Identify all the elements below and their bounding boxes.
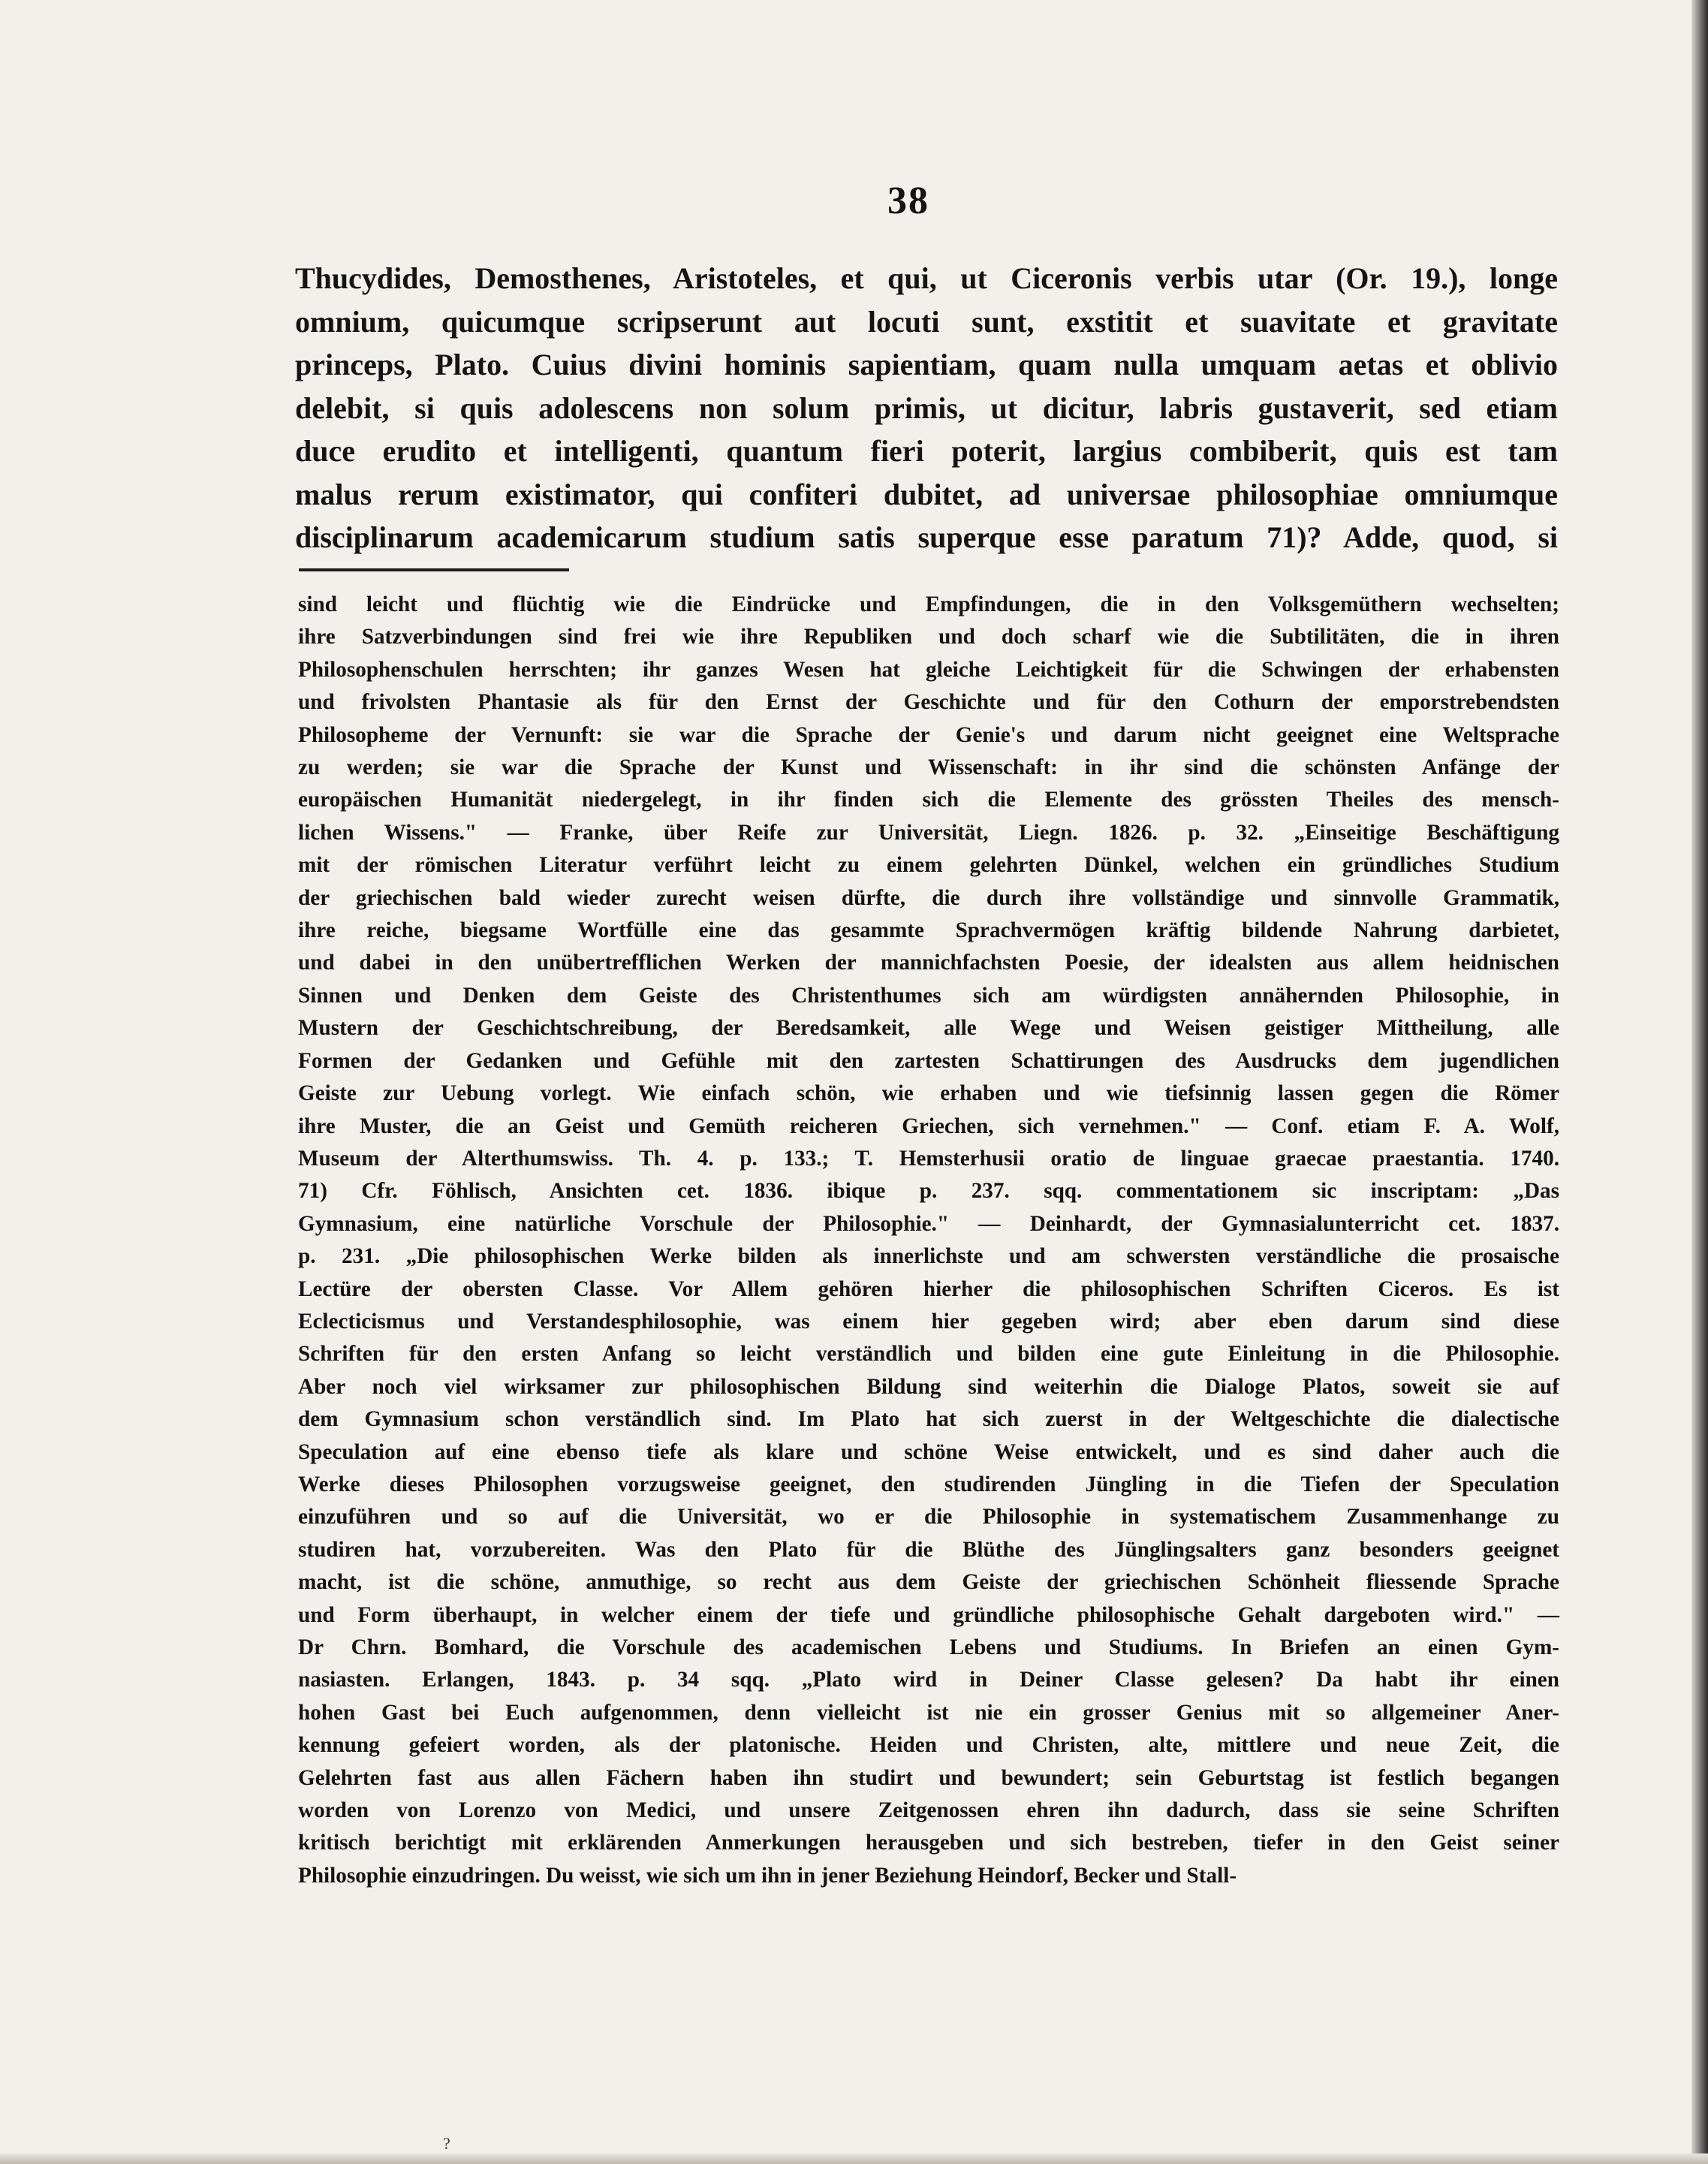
footnote-line: Philosophie einzudringen. Du weisst, wie sich um ihn in jener Beziehung Heindorf, Becker und Stall-	[298, 1863, 1237, 1888]
main-text-line: omnium, quicumque scripserunt aut locuti sunt, exstitit et suavitate et gravitate	[295, 304, 1558, 339]
footnote-line: kennung gefeiert worden, als der platonische. Heiden und Christen, alte, mittlere und neue Zeit, die	[298, 1733, 1559, 1758]
footnote-line: ihre Satzverbindungen sind frei wie ihre Republiken und doch scharf wie die Subtilitäten, die in ihren	[298, 625, 1559, 650]
footnote-line: einzuführen und so auf die Universität, wo er die Philosophie in systematischem Zusammenhange zu	[298, 1505, 1559, 1530]
footnote-line: macht, ist die schöne, anmuthige, so recht aus dem Geiste der griechischen Schönheit fliessende Sprache	[298, 1570, 1559, 1595]
footnote-line: worden von Lorenzo von Medici, und unsere Zeitgenossen ehren ihn dadurch, dass sie seine Schriften	[298, 1798, 1559, 1823]
footnote-line: lichen Wissens." — Franke, über Reife zur Universität, Liegn. 1826. p. 32. „Einseitige Beschäftigung	[298, 820, 1559, 845]
footnote-line: Eclecticismus und Verstandesphilosophie, was einem hier gegeben wird; aber eben darum sind diese	[298, 1309, 1559, 1334]
footnote-line: Speculation auf eine ebenso tiefe als klare und schöne Weise entwickelt, und es sind daher auch die	[298, 1439, 1559, 1464]
footnote-line: Museum der Alterthumswiss. Th. 4. p. 133.; T. Hemsterhusii oratio de linguae graecae praestantia. 1740.	[298, 1146, 1559, 1171]
footnote-line: und frivolsten Phantasie als für den Ernst der Geschichte und für den Cothurn der emporstrebendsten	[298, 690, 1559, 715]
bottom-mark: ?	[443, 2134, 450, 2153]
scan-edge-bottom	[0, 2153, 1708, 2164]
main-text-line: delebit, si quis adolescens non solum primis, ut dicitur, labris gustaverit, sed etiam	[295, 390, 1558, 425]
footnote-line: und Form überhaupt, in welcher einem der tiefe und gründliche philosophische Gehalt dargeboten wird." —	[298, 1602, 1559, 1627]
footnote-line: Sinnen und Denken dem Geiste des Christenthumes sich am würdigsten annähernden Philosophie, in	[298, 983, 1559, 1008]
page-number: 38	[887, 179, 929, 222]
main-text-line: malus rerum existimator, qui confiteri dubitet, ad universae philosophiae omniumque	[295, 477, 1558, 511]
footnote-line: studiren hat, vorzubereiten. Was den Plato für die Blüthe des Jünglingsalters ganz besonders geeignet	[298, 1537, 1559, 1562]
footnotes	[298, 589, 1559, 1892]
footnote-line: europäischen Humanität niedergelegt, in ihr finden sich die Elemente des grössten Theiles des mensch-	[298, 788, 1559, 812]
footnote-line: Aber noch viel wirksamer zur philosophischen Bildung sind weiterhin die Dialoge Platos, soweit sie auf	[298, 1374, 1559, 1399]
main-text	[295, 257, 1558, 559]
footnote-line: Schriften für den ersten Anfang so leicht verständlich und bilden eine gute Einleitung in die Philosophie.	[298, 1342, 1559, 1367]
scan-edge	[1691, 0, 1708, 2164]
footnote-line: sind leicht und flüchtig wie die Eindrücke und Empfindungen, die in den Volksgemüthern wechselten;	[298, 592, 1559, 616]
footnote-line: Lectüre der obersten Classe. Vor Allem gehören hierher die philosophischen Schriften Ciceros. Es ist	[298, 1276, 1559, 1301]
footnote-line: mit der römischen Literatur verführt leicht zu einem gelehrten Dünkel, welchen ein gründliches Studium	[298, 853, 1559, 878]
main-text-line: Thucydides, Demosthenes, Aristoteles, et qui, ut Ciceronis verbis utar (Or. 19.), longe	[295, 261, 1558, 295]
footnote-line: und dabei in den unübertrefflichen Werken der mannichfachsten Poesie, der idealsten aus allem heidnischen	[298, 951, 1559, 975]
main-text-line: disciplinarum academicarum studium satis superque esse paratum 71)? Adde, quod, si	[295, 520, 1558, 554]
footnote-line: Gymnasium, eine natürliche Vorschule der Philosophie." — Deinhardt, der Gymnasialunterricht cet. 1837.	[298, 1211, 1559, 1236]
footnote-line: Geiste zur Uebung vorlegt. Wie einfach schön, wie erhaben und wie tiefsinnig lassen gegen die Römer	[298, 1081, 1559, 1106]
footnote-line: ihre Muster, die an Geist und Gemüth reicheren Griechen, sich vernehmen." — Conf. etiam F. A. Wolf,	[298, 1114, 1559, 1138]
footnote-line: ihre reiche, biegsame Wortfülle eine das gesammte Sprachvermögen kräftig bildende Nahrung darbietet,	[298, 918, 1559, 943]
main-text-line: duce erudito et intelligenti, quantum fieri poterit, largius combiberit, quis est tam	[295, 434, 1558, 468]
footnote-line: p. 231. „Die philosophischen Werke bilden als innerlichste und am schwersten verständliche die prosaische	[298, 1244, 1559, 1269]
footnote-line: Philosophenschulen herrschten; ihr ganzes Wesen hat gleiche Leichtigkeit für die Schwingen der erhabensten	[298, 657, 1559, 682]
footnote-line: Philosopheme der Vernunft: sie war die Sprache der Genie's und darum nicht geeignet eine Weltsprache	[298, 722, 1559, 747]
footnote-line: Werke dieses Philosophen vorzugsweise geeignet, den studirenden Jüngling in die Tiefen der Speculation	[298, 1472, 1559, 1496]
footnote-line: 71) Cfr. Föhlisch, Ansichten cet. 1836. ibique p. 237. sqq. commentationem sic inscriptam: „Das	[298, 1179, 1559, 1204]
footnote-line: der griechischen bald wieder zurecht weisen dürfte, die durch ihre vollständige und sinnvolle Grammatik,	[298, 885, 1559, 910]
main-text-line: princeps, Plato. Cuius divini hominis sapientiam, quam nulla umquam aetas et oblivio	[295, 348, 1558, 381]
footnote-separator	[299, 568, 569, 571]
footnote-line: zu werden; sie war die Sprache der Kunst und Wissenschaft: in ihr sind die schönsten Anfänge der	[298, 755, 1559, 780]
footnote-line: nasiasten. Erlangen, 1843. p. 34 sqq. „Plato wird in Deiner Classe gelesen? Da habt ihr einen	[298, 1668, 1559, 1692]
footnote-line: kritisch berichtigt mit erklärenden Anmerkungen herausgeben und sich bestreben, tiefer in den Geist seiner	[298, 1831, 1559, 1855]
footnote-line: Gelehrten fast aus allen Fächern haben ihn studirt und bewundert; sein Geburtstag ist festlich begangen	[298, 1765, 1559, 1790]
footnote-line: hohen Gast bei Euch aufgenommen, denn vielleicht ist nie ein grosser Genius mit so allgemeiner Aner-	[298, 1700, 1559, 1725]
footnote-line: dem Gymnasium schon verständlich sind. Im Plato hat sich zuerst in der Weltgeschichte die dialectische	[298, 1407, 1559, 1432]
footnote-line: Mustern der Geschichtschreibung, der Beredsamkeit, alle Wege und Weisen geistiger Mittheilung, alle	[298, 1016, 1559, 1041]
footnote-line: Dr Chrn. Bomhard, die Vorschule des academischen Lebens und Studiums. In Briefen an einen Gym-	[298, 1635, 1559, 1659]
footnote-line: Formen der Gedanken und Gefühle mit den zartesten Schattirungen des Ausdrucks dem jugendlichen	[298, 1048, 1559, 1073]
